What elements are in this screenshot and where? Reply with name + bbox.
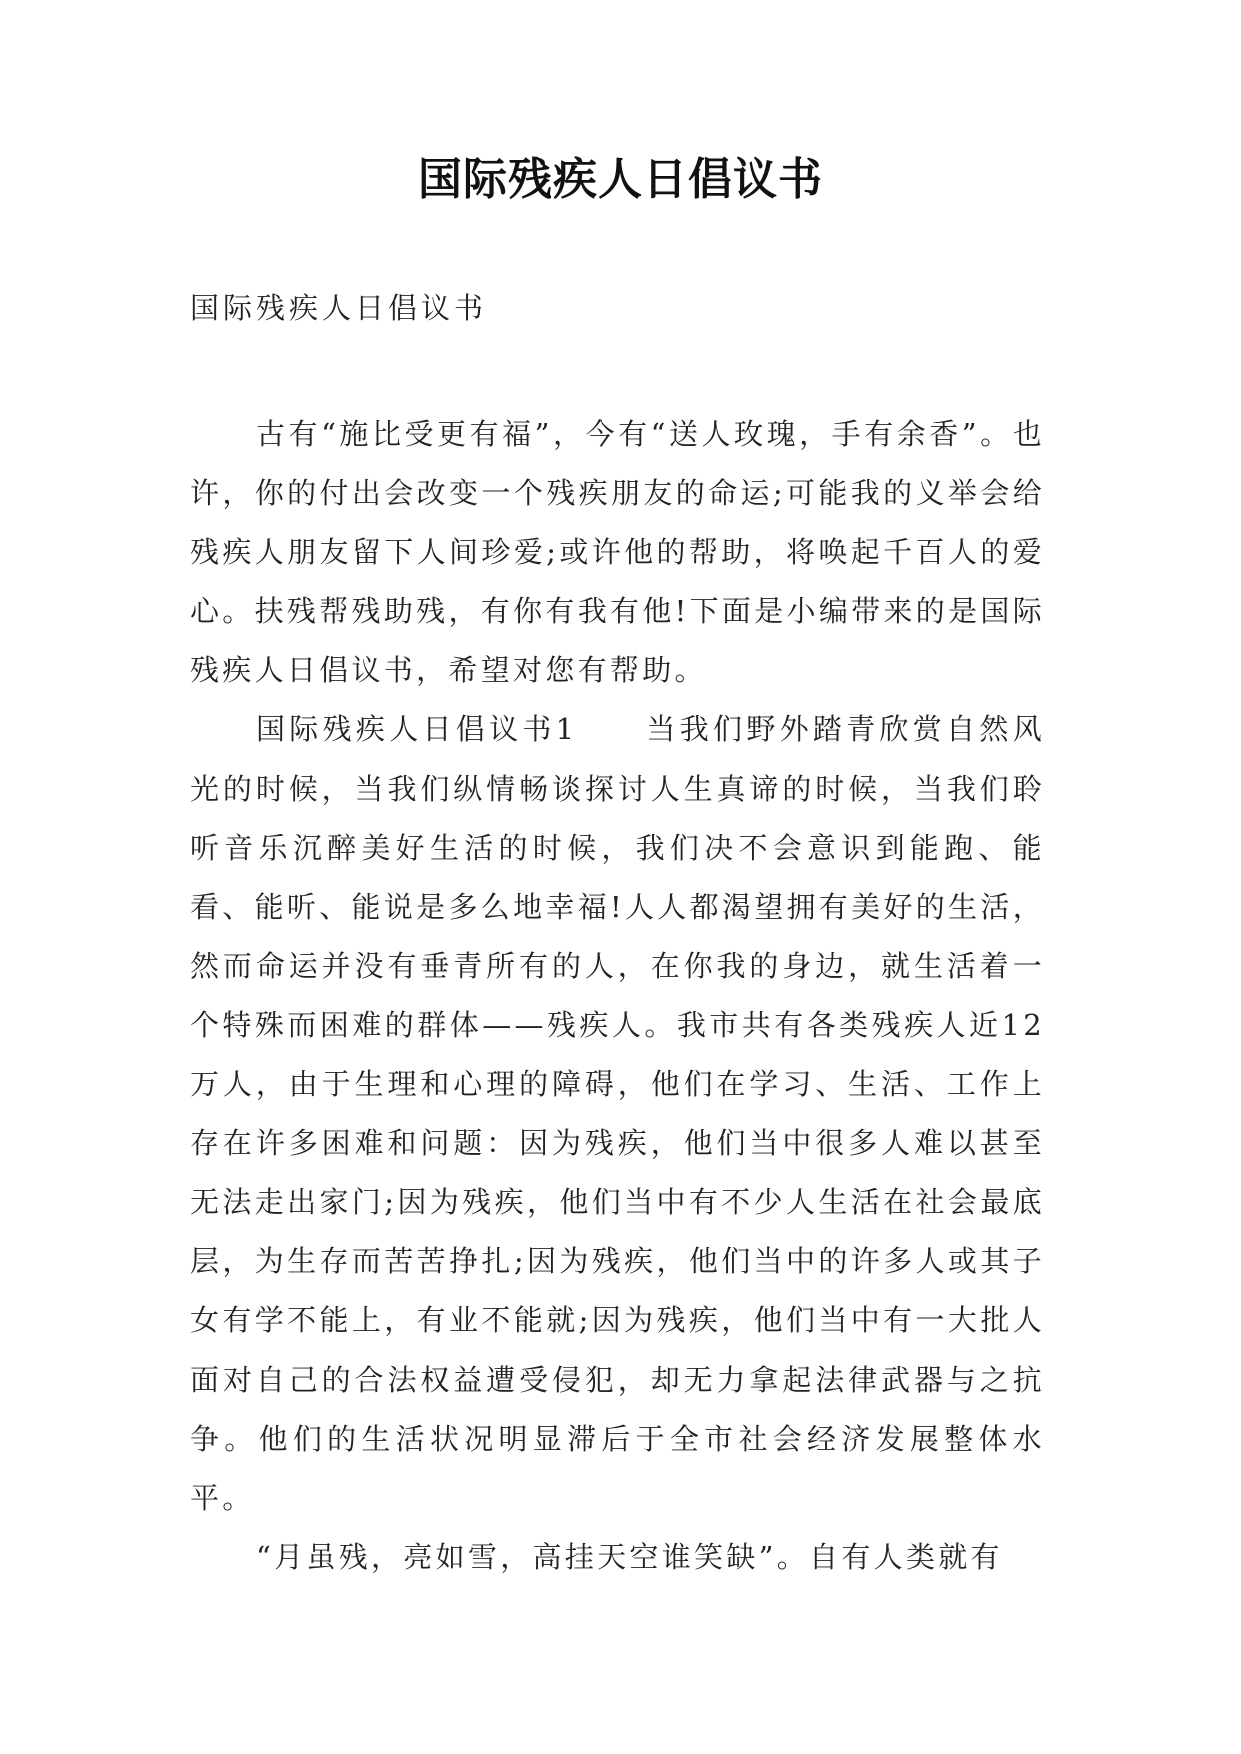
document-title: 国际残疾人日倡议书	[418, 154, 823, 205]
document-body	[190, 405, 1045, 1587]
intro-paragraph: 古有“施比受更有福”，今有“送人玫瑰，手有余香”。也许，你的付出会改变一个残疾朋友的命运;可能我的义举会给残疾人朋友留下人间珍爱;或许他的帮助，将唤起千百人的爱心。扶残帮残助残，有你有我有他!下面是小编带来的是国际残疾人日倡议书，希望对您有帮助。	[190, 417, 1045, 688]
section-1-text: 当我们野外踏青欣赏自然风光的时候，当我们纵情畅谈探讨人生真谛的时候，当我们聆听音乐沉醉美好生活的时候，我们决不会意识到能跑、能看、能听、能说是多么地幸福!人人都渴望拥有美好的生活，然而命运并没有垂青所有的人，在你我的身边，就生活着一个特殊而困难的群体——残疾人。我市共有各类残疾人近12万人，由于生理和心理的障碍，他们在学习、生活、工作上存在许多困难和问题：因为残疾，他们当中很多人难以甚至无法走出家门;因为残疾，他们当中有不少人生活在社会最底层，为生存而苦苦挣扎;因为残疾，他们当中的许多人或其子女有学不能上，有业不能就;因为残疾，他们当中有一大批人面对自己的合法权益遭受侵犯，却无力拿起法律武器与之抗争。他们的生活状况明显滞后于全市社会经济发展整体水平。	[190, 712, 1046, 1515]
document-subtitle: 国际残疾人日倡议书	[190, 291, 488, 325]
section-heading: 国际残疾人日倡议书1	[256, 712, 578, 747]
section-1-paragraph	[190, 700, 1045, 1527]
closing-paragraph: “月虽残，亮如雪，高挂天空谁笑缺”。自有人类就有	[256, 1539, 1003, 1574]
